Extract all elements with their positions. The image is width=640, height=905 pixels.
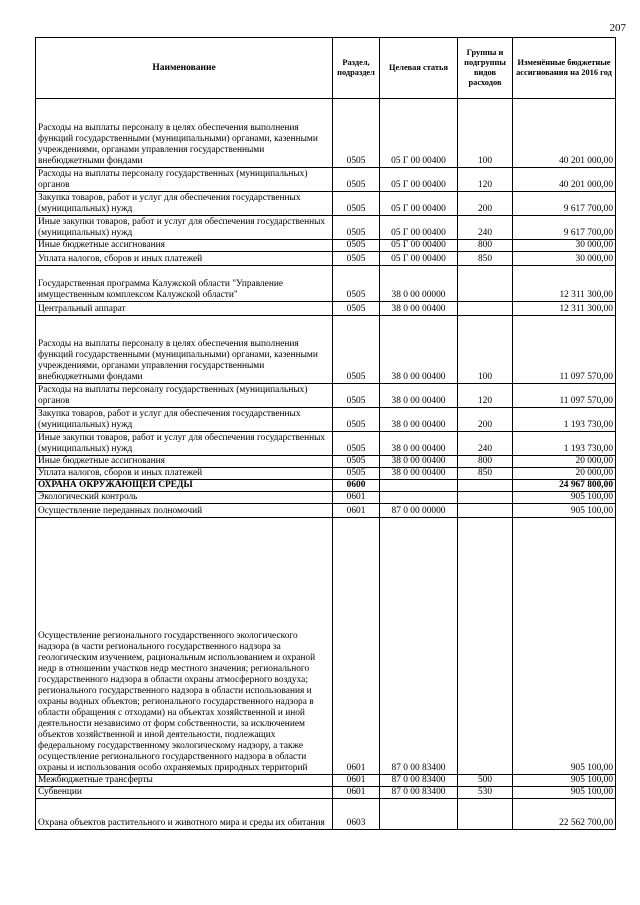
row-amount: 30 000,00 (513, 252, 616, 266)
row-amount: 11 097 570,00 (513, 384, 616, 408)
row-article: 05 Г 00 00400 (380, 99, 458, 168)
row-name: Субвенции (36, 787, 333, 799)
row-group (458, 492, 513, 504)
table-header-row (36, 38, 616, 99)
row-section: 0505 (333, 432, 380, 456)
row-name: Осуществление регионального государственного экологического надзора (в части регионального государственного надзора за геологическим изучением, рациональным использованием и охраной недр в отношении участков недр местного значения; регионального государственного надзора в области охраны атмосферного воздуха; регионального государственного надзора в области использования и охраны водных объектов; регионального государственного надзора в области обращения с отходами) на объектах хозяйственной и иной деятельности независимо от форм собственности, за исключением объектов хозяйственной и иной деятельности, подлежащих федеральному государственному экологическому надзору, а также осуществление регионального государственного надзора в области охраны и использования особо охраняемых природных территорий (36, 518, 333, 775)
row-section: 0505 (333, 266, 380, 302)
table-row (36, 492, 616, 504)
row-article: 38 0 00 00400 (380, 456, 458, 468)
row-article: 87 0 00 83400 (380, 775, 458, 787)
row-amount: 40 201 000,00 (513, 99, 616, 168)
table-row (36, 240, 616, 252)
row-group: 850 (458, 468, 513, 480)
row-name: Расходы на выплаты персоналу государственных (муниципальных) органов (36, 384, 333, 408)
row-name: Иные закупки товаров, работ и услуг для обеспечения государственных (муниципальных) нужд (36, 216, 333, 240)
table-row (36, 787, 616, 799)
table-row (36, 432, 616, 456)
table-row (36, 468, 616, 480)
row-group: 200 (458, 192, 513, 216)
page-number: 207 (609, 22, 626, 34)
row-name: Расходы на выплаты персоналу в целях обеспечения выполнения функций государственными (муниципальными) органами, казенными учреждениями, органами управления государственными внебюджетными фондами (36, 99, 333, 168)
header-name: Наименование (36, 38, 333, 99)
row-group (458, 302, 513, 316)
row-group (458, 518, 513, 775)
row-group: 530 (458, 787, 513, 799)
table-row (36, 775, 616, 787)
row-section: 0601 (333, 518, 380, 775)
row-amount: 22 562 700,00 (513, 799, 616, 830)
row-amount: 9 617 700,00 (513, 192, 616, 216)
row-article (380, 492, 458, 504)
row-amount: 905 100,00 (513, 492, 616, 504)
table-row (36, 518, 616, 775)
header-section: Раздел, подраздел (333, 38, 380, 99)
row-article: 38 0 00 00400 (380, 316, 458, 384)
row-name: Иные бюджетные ассигнования (36, 240, 333, 252)
row-article: 87 0 00 00000 (380, 504, 458, 518)
row-group: 240 (458, 216, 513, 240)
row-article: 05 Г 00 00400 (380, 192, 458, 216)
row-section: 0505 (333, 408, 380, 432)
row-name: Расходы на выплаты персоналу государственных (муниципальных) органов (36, 168, 333, 192)
row-amount: 905 100,00 (513, 504, 616, 518)
table-row (36, 384, 616, 408)
row-name: Расходы на выплаты персоналу в целях обеспечения выполнения функций государственными (муниципальными) органами, казенными учреждениями, органами управления государственными внебюджетными фондами (36, 316, 333, 384)
row-section: 0601 (333, 504, 380, 518)
header-article: Целевая статья (380, 38, 458, 99)
row-section: 0603 (333, 799, 380, 830)
row-name: Уплата налогов, сборов и иных платежей (36, 468, 333, 480)
row-amount: 9 617 700,00 (513, 216, 616, 240)
row-name: ОХРАНА ОКРУЖАЮЩЕЙ СРЕДЫ (36, 480, 333, 492)
table-row (36, 266, 616, 302)
row-group: 100 (458, 99, 513, 168)
row-amount: 1 193 730,00 (513, 432, 616, 456)
row-amount: 905 100,00 (513, 775, 616, 787)
table-row (36, 216, 616, 240)
row-amount: 20 000,00 (513, 456, 616, 468)
row-article: 05 Г 00 00400 (380, 252, 458, 266)
row-name: Иные бюджетные ассигнования (36, 456, 333, 468)
row-article: 87 0 00 83400 (380, 787, 458, 799)
row-article: 05 Г 00 00400 (380, 216, 458, 240)
row-amount: 905 100,00 (513, 518, 616, 775)
table-row (36, 192, 616, 216)
row-section: 0505 (333, 99, 380, 168)
row-section: 0601 (333, 775, 380, 787)
row-group (458, 480, 513, 492)
row-section: 0600 (333, 480, 380, 492)
row-article: 38 0 00 00400 (380, 384, 458, 408)
row-group: 500 (458, 775, 513, 787)
row-name: Иные закупки товаров, работ и услуг для обеспечения государственных (муниципальных) нужд (36, 432, 333, 456)
row-section: 0505 (333, 240, 380, 252)
budget-table (35, 37, 616, 830)
row-section: 0601 (333, 787, 380, 799)
row-name: Уплата налогов, сборов и иных платежей (36, 252, 333, 266)
table-row (36, 252, 616, 266)
row-amount: 12 311 300,00 (513, 302, 616, 316)
row-section: 0505 (333, 192, 380, 216)
row-section: 0505 (333, 216, 380, 240)
table-row (36, 168, 616, 192)
row-article: 38 0 00 00400 (380, 408, 458, 432)
row-amount: 30 000,00 (513, 240, 616, 252)
row-amount: 1 193 730,00 (513, 408, 616, 432)
row-amount: 40 201 000,00 (513, 168, 616, 192)
table-row (36, 99, 616, 168)
header-amount: Изменённые бюджетные ассигнования на 2016 год (513, 38, 616, 99)
row-amount: 11 097 570,00 (513, 316, 616, 384)
row-group: 200 (458, 408, 513, 432)
row-section: 0505 (333, 302, 380, 316)
row-article: 05 Г 00 00400 (380, 168, 458, 192)
row-article: 38 0 00 00400 (380, 302, 458, 316)
row-article: 38 0 00 00000 (380, 266, 458, 302)
row-name: Экологический контроль (36, 492, 333, 504)
table-row (36, 480, 616, 492)
row-group: 240 (458, 432, 513, 456)
row-section: 0505 (333, 468, 380, 480)
row-amount: 20 000,00 (513, 468, 616, 480)
row-amount: 905 100,00 (513, 787, 616, 799)
row-group: 800 (458, 240, 513, 252)
row-group: 850 (458, 252, 513, 266)
row-group (458, 266, 513, 302)
row-name: Государственная программа Калужской области "Управление имущественным комплексом Калужской области" (36, 266, 333, 302)
row-group: 800 (458, 456, 513, 468)
row-group: 100 (458, 316, 513, 384)
row-section: 0505 (333, 316, 380, 384)
row-name: Охрана объектов растительного и животного мира и среды их обитания (36, 799, 333, 830)
row-section: 0505 (333, 168, 380, 192)
row-section: 0505 (333, 456, 380, 468)
table-row (36, 316, 616, 384)
header-group: Группы и подгруппы видов расходов (458, 38, 513, 99)
row-article: 05 Г 00 00400 (380, 240, 458, 252)
table-row (36, 408, 616, 432)
row-section: 0505 (333, 252, 380, 266)
table-row (36, 799, 616, 830)
row-group (458, 799, 513, 830)
table-row (36, 456, 616, 468)
table-body (36, 99, 616, 830)
row-name: Межбюджетные трансферты (36, 775, 333, 787)
table-row (36, 302, 616, 316)
row-name: Закупка товаров, работ и услуг для обеспечения государственных (муниципальных) нужд (36, 192, 333, 216)
row-name: Закупка товаров, работ и услуг для обеспечения государственных (муниципальных) нужд (36, 408, 333, 432)
row-group (458, 504, 513, 518)
row-article: 38 0 00 00400 (380, 432, 458, 456)
row-group: 120 (458, 168, 513, 192)
row-name: Центральный аппарат (36, 302, 333, 316)
row-article (380, 480, 458, 492)
table-row (36, 504, 616, 518)
row-article: 38 0 00 00400 (380, 468, 458, 480)
row-amount: 24 967 800,00 (513, 480, 616, 492)
row-amount: 12 311 300,00 (513, 266, 616, 302)
row-group: 120 (458, 384, 513, 408)
row-section: 0601 (333, 492, 380, 504)
row-name: Осуществление переданных полномочий (36, 504, 333, 518)
row-article: 87 0 00 83400 (380, 518, 458, 775)
row-article (380, 799, 458, 830)
row-section: 0505 (333, 384, 380, 408)
